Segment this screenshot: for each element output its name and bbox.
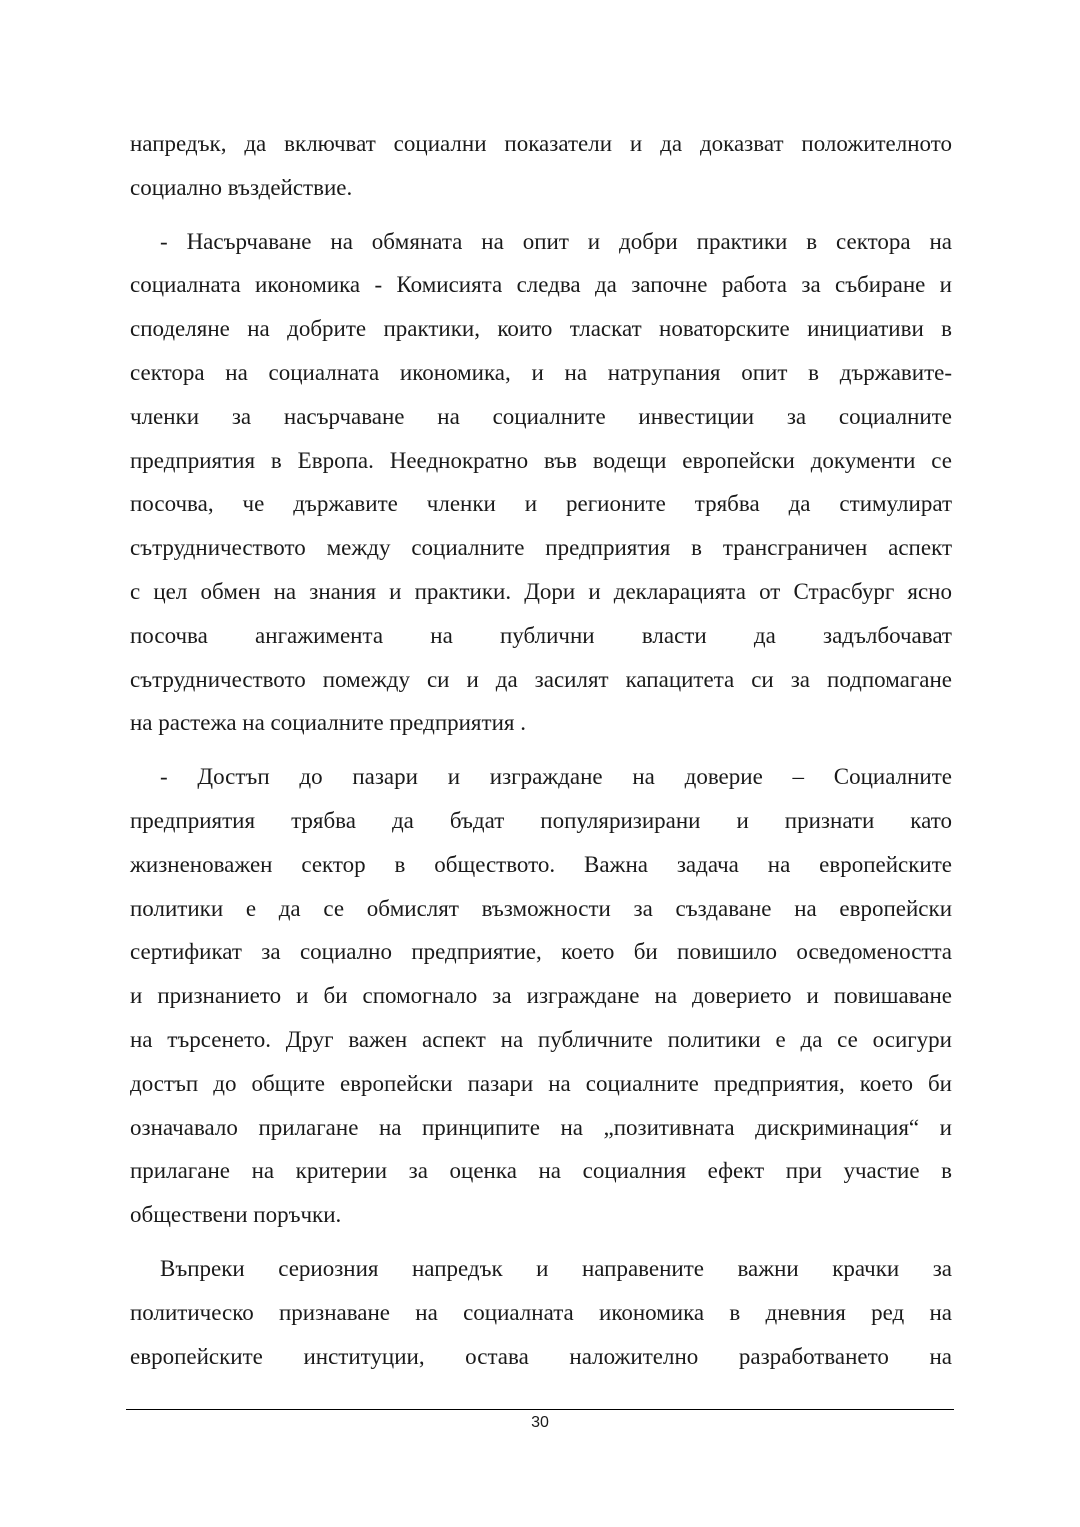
paragraph-3-line: достъп до общите европейски пазари на социалните предприятия, което би — [130, 1070, 952, 1096]
paragraph-1-line: напредък, да включват социални показатели и да доказват положителното — [130, 131, 952, 156]
paragraph-2-line: предприятия в Европа. Нееднократно във водещи европейски документи се — [130, 447, 952, 473]
paragraph-2-line: сътрудничеството помежду си и да засилят капацитета си за подпомагане — [130, 666, 952, 692]
paragraph-3-line: означавало прилагане на принципите на „позитивната дискриминация“ и — [130, 1114, 952, 1140]
paragraph-1-line: социално въздействие. — [130, 174, 353, 200]
paragraph-2-line: споделяне на добрите практики, които тласкат новаторските инициативи в — [130, 316, 952, 342]
paragraph-4-line: политическо признаване на социалната икономика в дневния ред на — [130, 1299, 952, 1325]
paragraph-3-line: прилагане на критерии за оценка на социалния ефект при участие в — [130, 1158, 952, 1184]
paragraph-2-line: с цел обмен на знания и практики. Дори и декларацията от Страсбург ясно — [130, 578, 952, 604]
paragraph-3-line: жизненоважен сектор в обществото. Важна задача на европейските — [130, 851, 952, 877]
paragraph-2-line: посочва ангажимента на публични власти да задълбочават — [130, 622, 952, 648]
paragraph-2-line: сътрудничеството между социалните предприятия в трансграничен аспект — [130, 535, 952, 561]
footer-divider — [126, 1409, 954, 1410]
paragraph-2-line: посочва, че държавите членки и регионите трябва да стимулират — [130, 491, 952, 517]
paragraph-3-line: - Достъп до пазари и изграждане на доверие – Социалните — [160, 764, 952, 790]
paragraph-2-line: сектора на социалната икономика, и на натрупания опит в държавите- — [130, 359, 952, 385]
paragraph-3-line: на търсенето. Друг важен аспект на публичните политики е да се осигури — [130, 1026, 952, 1052]
paragraph-3-line: сертификат за социално предприятие, което би повишило осведомеността — [130, 939, 952, 965]
paragraph-2-line: членки за насърчаване на социалните инвестиции за социалните — [130, 403, 952, 429]
paragraph-3-line: политики е да се обмислят възможности за създаване на европейски — [130, 895, 952, 921]
paragraph-2-line: - Насърчаване на обмяната на опит и добри практики в сектора на — [160, 228, 952, 254]
paragraph-4-line: европейските институции, остава наложително разработването на — [130, 1343, 952, 1369]
paragraph-4-line: Въпреки сериозния напредък и направените важни крачки за — [160, 1255, 952, 1281]
body-text — [130, 128, 952, 1384]
paragraph-3-line: обществени поръчки. — [130, 1202, 342, 1228]
paragraph-2-line: социалната икономика - Комисията следва да започне работа за събиране и — [130, 272, 952, 298]
page-number: 30 — [531, 1414, 549, 1431]
paragraph-3-line: и признанието и би спомогнало за изграждане на доверието и повишаване — [130, 983, 952, 1009]
paragraph-3-line: предприятия трябва да бъдат популяризирани и признати като — [130, 807, 952, 833]
paragraph-2-line: на растежа на социалните предприятия . — [130, 710, 526, 736]
